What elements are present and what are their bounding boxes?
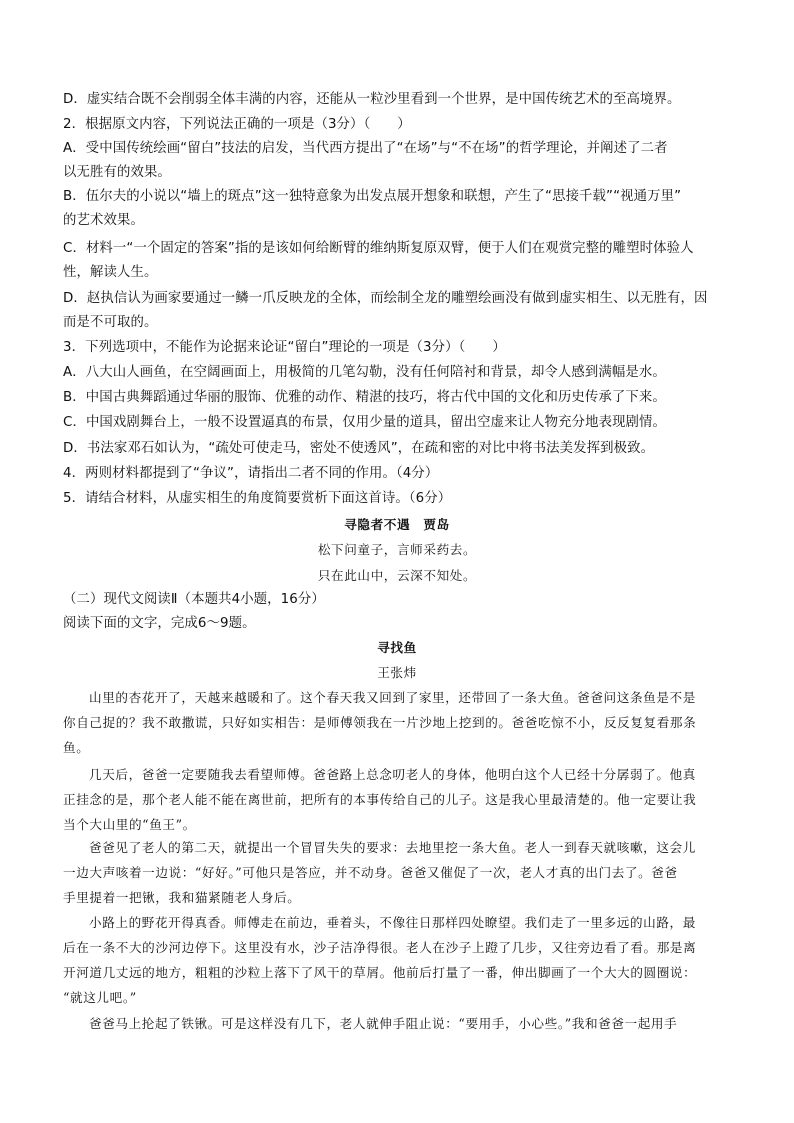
section-instruction: 阅读下面的文字，完成6～9题。 bbox=[63, 616, 256, 631]
q2-option-d-cont: 而是不可取的。 bbox=[63, 315, 158, 330]
poem-title: 寻隐者不遇 贾岛 bbox=[344, 517, 450, 532]
story-line: 几天后，爸爸一定要随我去看望师傅。爸爸路上总念叨老人的身体，他明白这个人已经十分孱弱了。他真 bbox=[89, 767, 696, 782]
story-line: 小路上的野花开得真香。师傅走在前边，垂着头，不像往日那样四处瞭望。我们走了一里多远的山路，最 bbox=[89, 915, 696, 930]
story-line: 正挂念的是，那个老人能不能在离世前，把所有的本事传给自己的儿子。这是我心里最清楚的。他一定要让我 bbox=[63, 792, 697, 807]
story-line: 手里提着一把锹，我和猫紧随老人身后。 bbox=[63, 890, 301, 905]
q2-option-a: A．受中国传统绘画“留白”技法的启发，当代西方提出了“在场”与“不在场”的哲学理论，并阐述了二者 bbox=[63, 141, 668, 156]
q1-option-d: D．虚实结合既不会削弱全体丰满的内容，还能从一粒沙里看到一个世界，是中国传统艺术的至高境界。 bbox=[63, 92, 681, 107]
q3-option-c: C．中国戏剧舞台上，一般不设置逼真的布景，仅用少量的道具，留出空虚来让人物充分地表现剧情。 bbox=[63, 415, 667, 430]
story-line: “就这儿吧。” bbox=[63, 990, 137, 1005]
story-line: 开河道几丈远的地方，粗粗的沙粒上落下了风干的草屑。他前后打量了一番，伸出脚画了一个大大的圆圈说： bbox=[63, 965, 697, 980]
q2-option-b-cont: 的艺术效果。 bbox=[63, 213, 144, 228]
q3-stem: 3．下列选项中，不能作为论据来论证“留白”理论的一项是（3分）（ ） bbox=[63, 340, 506, 355]
q2-option-b: B．伍尔夫的小说以“墙上的斑点”这一独特意象为出发点展开想象和联想，产生了“思接千载”“视通万里” bbox=[63, 189, 682, 204]
q2-option-c-cont: 性，解读人生。 bbox=[63, 265, 158, 280]
story-line: 一边大声咳着一边说：“好好。”可他只是答应，并不动身。爸爸又催促了一次，老人才真的出门去了。爸爸 bbox=[63, 865, 678, 880]
story-line: 山里的杏花开了，天越来越暖和了。这个春天我又回到了家里，还带回了一条大鱼。爸爸问这条鱼是不是 bbox=[89, 690, 696, 705]
q2-option-d: D．赵执信认为画家要通过一鳞一爪反映龙的全体，而绘制全龙的雕塑绘画没有做到虚实相生、以无胜有，因 bbox=[63, 291, 708, 306]
story-line: 你自己捉的？我不敢撒谎，只好如实相告：是师傅领我在一片沙地上挖到的。爸爸吃惊不小，反反复复看那条 bbox=[63, 715, 697, 730]
story-title: 寻找鱼 bbox=[377, 640, 417, 655]
story-line: 后在一条不大的沙河边停下。这里没有水，沙子洁净得很。老人在沙子上蹬了几步，又往旁边看了看。那是离 bbox=[63, 940, 697, 955]
q2-option-c: C．材料一“一个固定的答案”指的是该如何给断臂的维纳斯复原双臂，便于人们在观赏完整的雕塑时体验人 bbox=[63, 241, 694, 256]
poem-line-1: 松下问童子，言师采药去。 bbox=[317, 542, 477, 557]
section-heading: （二）现代文阅读Ⅱ（本题共4小题，16分） bbox=[63, 592, 325, 607]
story-line: 当个大山里的“鱼王”。 bbox=[63, 817, 196, 832]
story-line: 鱼。 bbox=[63, 740, 90, 755]
q5-stem: 5．请结合材料，从虚实相生的角度简要赏析下面这首诗。（6分） bbox=[63, 491, 452, 506]
story-line: 爸爸马上抡起了铁锹。可是这样没有几下，老人就伸手阻止说：“要用手，小心些。”我和爸爸一起用手 bbox=[89, 1016, 678, 1031]
q2-option-a-cont: 以无胜有的效果。 bbox=[63, 165, 171, 180]
q4-stem: 4．两则材料都提到了“争议”，请指出二者不同的作用。（4分） bbox=[63, 466, 439, 481]
q3-option-a: A．八大山人画鱼，在空阔画面上，用极简的几笔勾勒，没有任何陪衬和背景，却令人感到满幅是水。 bbox=[63, 365, 666, 380]
q2-stem: 2．根据原文内容，下列说法正确的一项是（3分）（ ） bbox=[63, 117, 411, 132]
story-author: 王张炜 bbox=[377, 665, 417, 680]
story-line: 爸爸见了老人的第二天，就提出一个冒冒失失的要求：去地里挖一条大鱼。老人一到春天就咳嗽，这会儿 bbox=[89, 840, 696, 855]
poem-line-2: 只在此山中，云深不知处。 bbox=[317, 568, 477, 583]
q3-option-d: D．书法家邓石如认为，“疏处可使走马，密处不使透风”，在疏和密的对比中将书法美发挥到极致。 bbox=[63, 441, 655, 456]
q3-option-b: B．中国古典舞蹈通过华丽的服饰、优雅的动作、精湛的技巧，将古代中国的文化和历史传承了下来。 bbox=[63, 390, 666, 405]
